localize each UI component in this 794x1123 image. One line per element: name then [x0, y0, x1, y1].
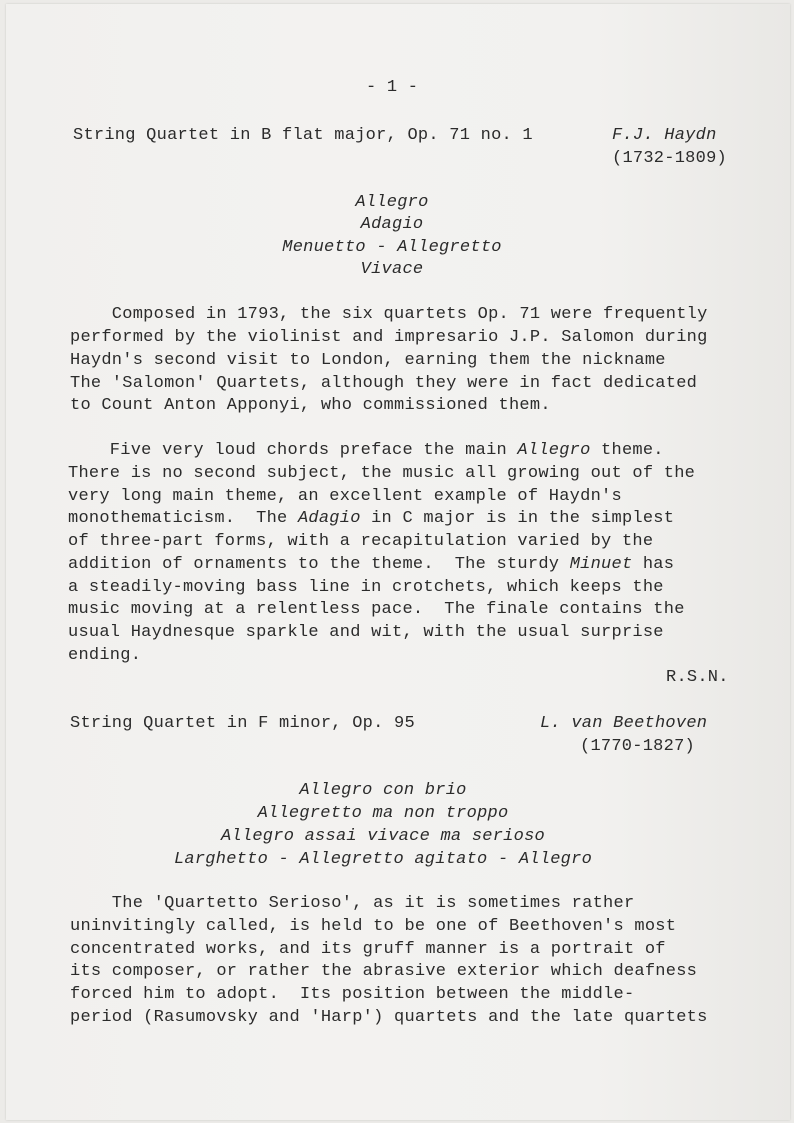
movement: Vivace — [360, 260, 424, 279]
text-segment: very long main theme, an excellent example of Haydn's — [68, 487, 622, 506]
beethoven-quartet-title: String Quartet in F minor, Op. 95 — [70, 714, 415, 733]
text-line — [68, 577, 664, 599]
movement: Allegro con brio — [299, 781, 467, 800]
text-line — [68, 463, 695, 485]
text-line: period (Rasumovsky and 'Harp') quartets and the late quartets — [70, 1008, 708, 1027]
text-segment: ending. — [68, 646, 142, 665]
text-segment: music moving at a relentless pace. The finale contains the — [68, 600, 685, 619]
text-line: performed by the violinist and impresario J.P. Salomon during — [70, 328, 708, 347]
text-line: uninvitingly called, is held to be one of Beethoven's most — [70, 917, 677, 936]
italic-term: Minuet — [569, 555, 633, 574]
text-line — [68, 645, 141, 667]
text-line — [68, 622, 664, 644]
movement: Menuetto - Allegretto — [282, 238, 502, 257]
text-segment: Five very loud chords preface the main — [68, 441, 518, 460]
text-segment: a steadily-moving bass line in crotchets, which keeps the — [68, 578, 664, 597]
text-segment: There is no second subject, the music all growing out of the — [68, 464, 696, 483]
text-line: The 'Quartetto Serioso', as it is sometimes rather — [70, 894, 635, 913]
movement: Allegro assai vivace ma serioso — [220, 827, 545, 846]
text-segment: addition of ornaments to the theme. The sturdy — [68, 555, 570, 574]
italic-term: Allegro — [517, 441, 591, 460]
text-segment: theme. — [590, 441, 664, 460]
text-segment: monothematicism. The — [68, 509, 298, 528]
text-line: The 'Salomon' Quartets, although they were in fact dedicated — [70, 374, 698, 393]
text-line — [68, 554, 674, 576]
movement: Allegretto ma non troppo — [257, 804, 509, 823]
movement: Larghetto - Allegretto agitato - Allegro — [173, 850, 593, 869]
text-line — [68, 531, 653, 553]
text-segment: of three-part forms, with a recapitulation varied by the — [68, 532, 654, 551]
movement: Allegro — [355, 193, 429, 212]
text-line: Haydn's second visit to London, earning them the nickname — [70, 351, 666, 370]
text-line — [68, 508, 674, 530]
page-number: - 1 - — [366, 78, 419, 97]
text-line — [68, 486, 622, 508]
text-line: forced him to adopt. Its position between the middle- — [70, 985, 635, 1004]
text-line: to Count Anton Apponyi, who commissioned them. — [70, 396, 551, 415]
beethoven-dates: (1770-1827) — [580, 737, 695, 756]
text-line — [68, 440, 664, 462]
text-line — [68, 599, 685, 621]
text-segment: usual Haydnesque sparkle and wit, with the usual surprise — [68, 623, 664, 642]
haydn-composer: F.J. Haydn — [612, 126, 717, 145]
text-segment: has — [632, 555, 675, 574]
haydn-dates: (1732-1809) — [612, 149, 727, 168]
text-line: concentrated works, and its gruff manner is a portrait of — [70, 940, 666, 959]
movement: Adagio — [360, 215, 424, 234]
signature-initials: R.S.N. — [666, 668, 729, 687]
text-segment: in C major is in the simplest — [360, 509, 675, 528]
beethoven-composer: L. van Beethoven — [540, 714, 708, 733]
text-line: its composer, or rather the abrasive exterior which deafness — [70, 962, 698, 981]
text-line: Composed in 1793, the six quartets Op. 71 were frequently — [70, 305, 708, 324]
italic-term: Adagio — [297, 509, 361, 528]
haydn-quartet-title: String Quartet in B flat major, Op. 71 no. 1 — [73, 126, 533, 145]
